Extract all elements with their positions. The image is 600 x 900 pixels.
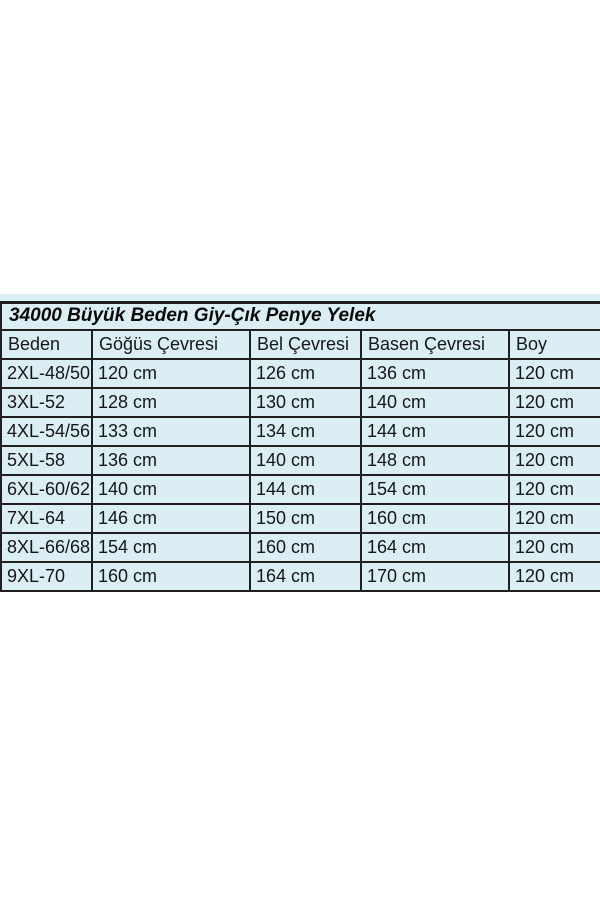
waist-cell: 126 cm xyxy=(250,359,361,388)
size-cell: 6XL-60/62 xyxy=(1,475,92,504)
length-cell: 120 cm xyxy=(509,475,600,504)
chest-cell: 146 cm xyxy=(92,504,250,533)
chest-cell: 140 cm xyxy=(92,475,250,504)
length-cell: 120 cm xyxy=(509,359,600,388)
size-cell: 5XL-58 xyxy=(1,446,92,475)
table-row xyxy=(1,388,600,417)
waist-cell: 150 cm xyxy=(250,504,361,533)
hip-cell: 136 cm xyxy=(361,359,509,388)
hip-cell: 148 cm xyxy=(361,446,509,475)
table-top-strip xyxy=(0,294,600,301)
waist-cell: 144 cm xyxy=(250,475,361,504)
column-header-bel-cevresi: Bel Çevresi xyxy=(250,330,361,359)
waist-cell: 160 cm xyxy=(250,533,361,562)
table-title: 34000 Büyük Beden Giy-Çık Penye Yelek xyxy=(1,303,600,331)
column-header-beden: Beden xyxy=(1,330,92,359)
chest-cell: 160 cm xyxy=(92,562,250,591)
size-cell: 3XL-52 xyxy=(1,388,92,417)
length-cell: 120 cm xyxy=(509,533,600,562)
size-cell: 8XL-66/68 xyxy=(1,533,92,562)
chest-cell: 120 cm xyxy=(92,359,250,388)
length-cell: 120 cm xyxy=(509,446,600,475)
column-header-basen-cevresi: Basen Çevresi xyxy=(361,330,509,359)
size-chart-table xyxy=(0,301,600,592)
table-row xyxy=(1,475,600,504)
table-row xyxy=(1,446,600,475)
size-cell: 7XL-64 xyxy=(1,504,92,533)
table-row xyxy=(1,417,600,446)
hip-cell: 164 cm xyxy=(361,533,509,562)
column-header-gogus-cevresi: Göğüs Çevresi xyxy=(92,330,250,359)
hip-cell: 160 cm xyxy=(361,504,509,533)
chest-cell: 128 cm xyxy=(92,388,250,417)
size-cell: 4XL-54/56 xyxy=(1,417,92,446)
table-row xyxy=(1,359,600,388)
waist-cell: 164 cm xyxy=(250,562,361,591)
size-chart xyxy=(0,294,600,592)
hip-cell: 154 cm xyxy=(361,475,509,504)
table-title-row xyxy=(1,303,600,331)
hip-cell: 170 cm xyxy=(361,562,509,591)
table-row xyxy=(1,562,600,591)
length-cell: 120 cm xyxy=(509,504,600,533)
waist-cell: 140 cm xyxy=(250,446,361,475)
length-cell: 120 cm xyxy=(509,388,600,417)
length-cell: 120 cm xyxy=(509,562,600,591)
table-header-row xyxy=(1,330,600,359)
column-header-boy: Boy xyxy=(509,330,600,359)
chest-cell: 136 cm xyxy=(92,446,250,475)
waist-cell: 134 cm xyxy=(250,417,361,446)
chest-cell: 133 cm xyxy=(92,417,250,446)
hip-cell: 140 cm xyxy=(361,388,509,417)
waist-cell: 130 cm xyxy=(250,388,361,417)
size-cell: 2XL-48/50 xyxy=(1,359,92,388)
chest-cell: 154 cm xyxy=(92,533,250,562)
length-cell: 120 cm xyxy=(509,417,600,446)
table-row xyxy=(1,533,600,562)
hip-cell: 144 cm xyxy=(361,417,509,446)
table-row xyxy=(1,504,600,533)
size-cell: 9XL-70 xyxy=(1,562,92,591)
